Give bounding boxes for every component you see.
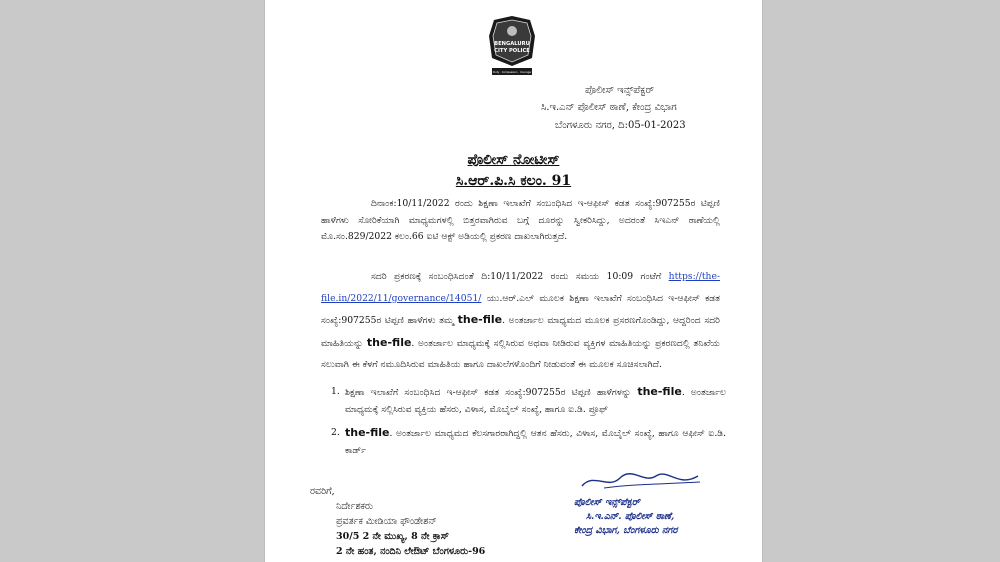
paragraph-2-part3: . ಅಂತರ್ಜಾಲ ಮಾಧ್ಯಮದ ಮೂಲಕ ಪ್ರಸರಣಗೊಂಡಿದ್ದು, ಆದ್ದರಿಂದ ಸದರಿ ಮಾಹಿತಿಯನ್ನು (321, 315, 721, 349)
brand-the-file-2: the-file (366, 335, 412, 349)
paragraph-2-part1: ಸದರಿ ಪ್ರಕರಣಕ್ಕೆ ಸಂಬಂಧಿಸಿದಂತೆ ದಿ:10/11/2022 ರಂದು ಸಮಯ 10:09 ಗಂಟೆಗೆ (371, 271, 662, 282)
brand-the-file: the-file (345, 426, 390, 439)
recipient-to: ರವರಿಗೆ, (310, 486, 335, 497)
notice-subtitle: ಸಿ.ಆರ್.ಪಿ.ಸಿ ಕಲಂ. 91 (455, 173, 572, 189)
header-office: ಸಿ.ಇ.ಎನ್ ಪೊಲೀಸ್ ಠಾಣೆ, ಕೇಂದ್ರ ವಿಭಾಗ (541, 102, 677, 113)
recipient-address-line1: 30/5 2 ನೇ ಮುಖ್ಯ, 8 ನೇ ಕ್ರಾಸ್ (336, 531, 449, 542)
document-page (265, 0, 762, 562)
logo-motto: Duty · Compassion · Courage (493, 71, 531, 75)
header-place-date: ಬೆಂಗಳೂರು ನಗರ, ದಿ:05-01-2023 (555, 120, 686, 131)
city-police-logo-icon (486, 14, 538, 80)
signature-designation: ಪೊಲೀಸ್ ಇನ್ಸ್‌ಪೆಕ್ಟರ್ (574, 497, 640, 508)
signature-block (574, 470, 754, 538)
recipient-title: ನಿರ್ದೇಶಕರು (336, 501, 373, 512)
list-item-part2: . ಅಂತರ್ಜಾಲ ಮಾಧ್ಯಮಕ್ಕೆ ಸಲ್ಲಿಸಿರುವ ವ್ಯಕ್ತಿಯ ಹೆಸರು, ವಿಳಾಸ, ಮೊಬೈಲ್ ಸಂಖ್ಯೆ, ಹಾಗೂ ಐ.ಡಿ. ಪ್ರೂಫ್ (345, 387, 727, 415)
article-link[interactable]: https://the-file.in/2022/11/governance/14051/ (321, 271, 721, 304)
paragraph-2 (321, 266, 720, 376)
recipient-address (310, 484, 485, 559)
list-item-part2: . ಅಂತರ್ಜಾಲ ಮಾಧ್ಯಮದ ಕೆಲಸಗಾರರಾಗಿದ್ದಲ್ಲಿ ಆತನ ಹೆಸರು, ವಿಳಾಸ, ಮೊಬೈಲ್ ಸಂಖ್ಯೆ, ಹಾಗೂ ಆಫೀಸ್ ಐ.ಡಿ. ಕಾರ್ಡ್ (345, 428, 726, 456)
list-item-number: 1. (331, 386, 340, 397)
list-item-number: 2. (331, 427, 340, 438)
paragraph-1: ದಿನಾಂಕ:10/11/2022 ರಂದು ಶಿಕ್ಷಣಾ ಇಲಾಖೆಗೆ ಸಂಬಂಧಿಸಿದ ಇ-ಆಫೀಸ್ ಕಡತ ಸಂಖ್ಯೆ:907255ರ ಟಿಪ್ಪಣಿ ಹಾಳೆಗಳು ಸೋರಿಕೆಯಾಗಿ ಮಾಧ್ಯಮಗಳಲ್ಲಿ ಬಿತ್ತರವಾಗಿರುವ ಬಗ್ಗೆ ದೂರನ್ನು ಸ್ವೀಕರಿಸಿದ್ದು, ಅದರಂತೆ ಸಿಇಎನ್ ಠಾಣೆಯಲ್ಲಿ ಮೊ.ಸಂ.829/2022 ಕಲಂ.66 ಐಟಿ ಆಕ್ಟ್ ಅಡಿಯಲ್ಲಿ ಪ್ರಕರಣ ದಾಖಲಾಗಿರುತ್ತದೆ. (321, 198, 720, 242)
list-item (331, 383, 726, 418)
paragraph-2-part4: . ಅಂತರ್ಜಾಲ ಮಾಧ್ಯಮಕ್ಕೆ ಸಲ್ಲಿಸಿರುವ ಅಥವಾ ನೀಡಿರುವ ವ್ಯಕ್ತಿಗಳ ಮಾಹಿತಿಯನ್ನು ಪ್ರಕರಣದಲ್ಲಿ ತನಿಖೆಯ ಸಲುವಾಗಿ ಈ ಕೆಳಗೆ ನಮೂದಿಸಿರುವ ಮಾಹಿತಿಯ ಹಾಗೂ ದಾಖಲೆಗಳೊಂದಿಗೆ ನೀಡುವಂತೆ ಈ ಮೂಲಕ ಸೂಚಿಸಲಾಗಿದೆ. (321, 337, 720, 370)
paragraph-2-part2: ಯು.ಆರ್.ಎಲ್ ಮೂಲಕ ಶಿಕ್ಷಣಾ ಇಲಾಖೆಗೆ ಸಂಬಂಧಿಸಿದ ಇ-ಆಫೀಸ್ ಕಡತ ಸಂಖ್ಯೆ:907255ರ ಟಿಪ್ಪಣಿ ಹಾಳೆಗಳು ತಮ್ಮ (321, 292, 720, 326)
brand-the-file: the-file (457, 313, 503, 326)
recipient-address-line2: 2 ನೇ ಹಂತ, ನಂದಿನಿ ಲೇಔಟ್ ಬೆಂಗಳೂರು-96 (336, 546, 486, 557)
signature-place: ಕೇಂದ್ರ ವಿಭಾಗ, ಬೆಂಗಳೂರು ನಗರ (574, 525, 678, 536)
header-designation: ಪೊಲೀಸ್ ಇನ್ಸ್‌ಪೆಕ್ಟರ್ (585, 85, 654, 96)
logo-line2: CITY POLICE (494, 48, 530, 54)
signature-scribble-icon (574, 470, 704, 492)
signature-office: ಸಿ.ಇ.ಎನ್. ಪೊಲೀಸ್ ಠಾಣೆ, (586, 511, 675, 522)
list-item (331, 424, 726, 459)
request-list (331, 383, 726, 465)
notice-title: ಪೊಲೀಸ್ ನೋಟೀಸ್ (467, 152, 560, 168)
logo-line1: BENGALURU (494, 41, 530, 47)
recipient-org: ಪ್ರವರ್ತಕ ಮೀಡಿಯಾ ಫೌಂಡೇಶನ್ (336, 516, 437, 527)
brand-the-file: the-file (637, 385, 682, 398)
list-item-part1: ಶಿಕ್ಷಣಾ ಇಲಾಖೆಗೆ ಸಂಬಂಧಿಸಿದ ಇ-ಆಫೀಸ್ ಕಡತ ಸಂಖ್ಯೆ:907255ರ ಟಿಪ್ಪಣಿ ಹಾಳೆಗಳನ್ನು (345, 387, 632, 398)
